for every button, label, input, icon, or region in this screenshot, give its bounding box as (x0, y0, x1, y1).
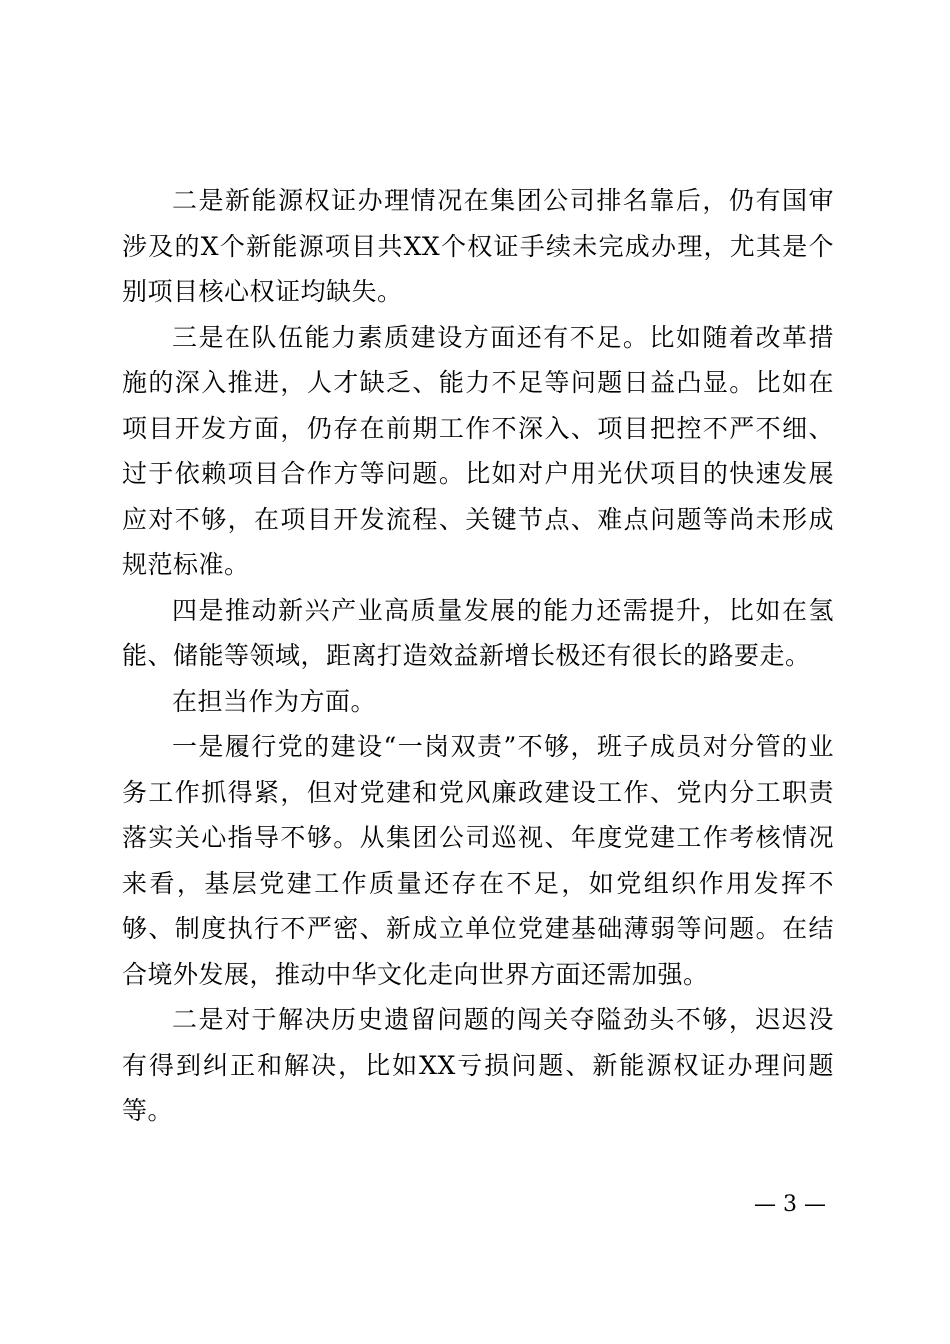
paragraph-emerging-industries: 四是推动新兴产业高质量发展的能力还需提升，比如在氢能、储能等领域，距离打造效益新增长极还有很长的路要走。 (122, 595, 834, 670)
page-number: — 3 — (754, 1192, 826, 1217)
paragraph-party-building: 一是履行党的建设“一岗双责”不够，班子成员对分管的业务工作抓得紧，但对党建和党风廉政建设工作、党内分工职责落实关心指导不够。从集团公司巡视、年度党建工作考核情况来看，基层党建工作质量还存在不足，如党组织作用发挥不够、制度执行不严密、新成立单位党建基础薄弱等问题。在结合境外发展，推动中华文化走向世界方面还需加强。 (122, 732, 834, 989)
paragraph-rights-certificates: 二是新能源权证办理情况在集团公司排名靠后，仍有国审涉及的X个新能源项目共XX个权证手续未完成办理，尤其是个别项目核心权证均缺失。 (122, 186, 834, 306)
section-heading-responsibility: 在担当作为方面。 (172, 686, 377, 716)
document-body (122, 178, 834, 1134)
paragraph-legacy-issues: 二是对于解决历史遗留问题的闯关夺隘劲头不够，迟迟没有得到纠正和解决，比如XX亏损问题、新能源权证办理问题等。 (122, 1005, 834, 1125)
paragraph-team-capability: 三是在队伍能力素质建设方面还有不足。比如随着改革措施的深入推进，人才缺乏、能力不足等问题日益凸显。比如在项目开发方面，仍存在前期工作不深入、项目把控不严不细、过于依赖项目合作方等问题。比如对户用光伏项目的快速发展应对不够，在项目开发流程、关键节点、难点问题等尚未形成规范标准。 (122, 322, 834, 579)
